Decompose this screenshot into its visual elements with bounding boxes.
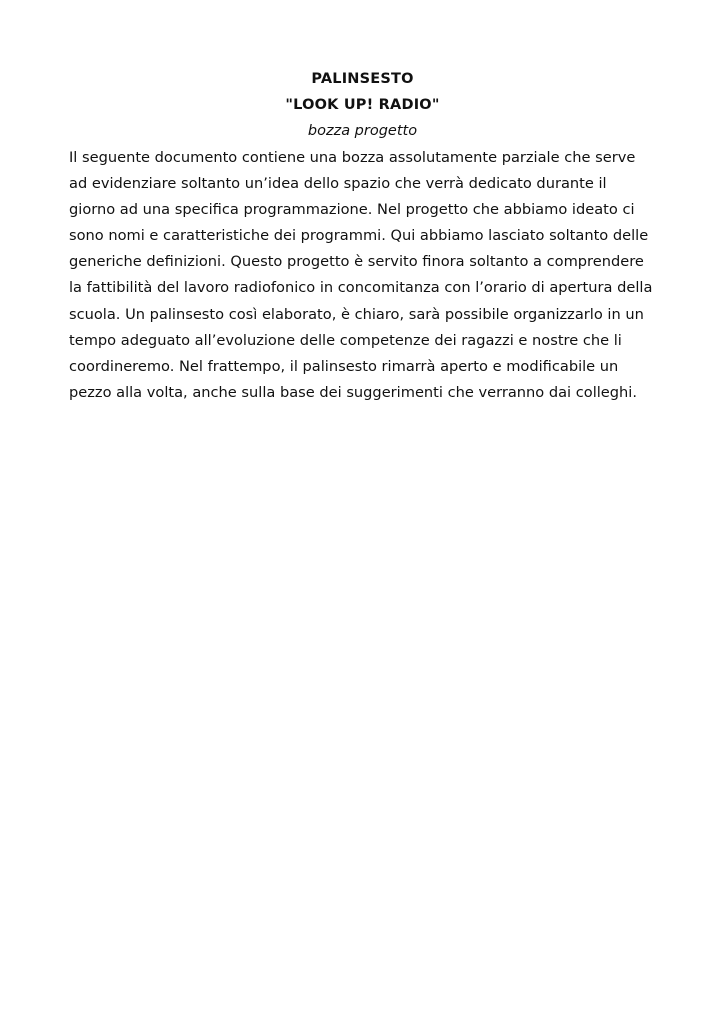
paragraph-line: sono nomi e caratteristiche dei programmi. Qui abbiamo lasciato soltanto delle xyxy=(69,227,649,245)
document-subtitle: bozza progetto xyxy=(307,123,418,139)
paragraph-line: tempo adeguato all’evoluzione delle competenze dei ragazzi e nostre che li xyxy=(69,331,622,349)
document-heading: PALINSESTO xyxy=(311,71,414,87)
paragraph-line: giorno ad una specifica programmazione. Nel progetto che abbiamo ideato ci xyxy=(69,201,635,219)
paragraph-line: pezzo alla volta, anche sulla base dei suggerimenti che verranno dai colleghi. xyxy=(69,383,637,401)
paragraph-line: Il seguente documento contiene una bozza assolutamente parziale che serve xyxy=(69,149,636,166)
paragraph-line: la fattibilità del lavoro radiofonico in concomitanza con l’orario di apertura della xyxy=(69,279,653,297)
paragraph-line: coordineremo. Nel frattempo, il palinsesto rimarrà aperto e modificabile un xyxy=(69,357,619,375)
paragraph-line: scuola. Un palinsesto così elaborato, è chiaro, sarà possibile organizzarlo in un xyxy=(69,305,644,323)
program-name: "LOOK UP! RADIO" xyxy=(285,97,440,113)
document-header xyxy=(0,66,725,144)
document-paragraph xyxy=(69,145,669,406)
paragraph-line: generiche definizioni. Questo progetto è servito finora soltanto a comprendere xyxy=(69,253,644,271)
paragraph-line: ad evidenziare soltanto un’idea dello spazio che verrà dedicato durante il xyxy=(69,175,607,193)
